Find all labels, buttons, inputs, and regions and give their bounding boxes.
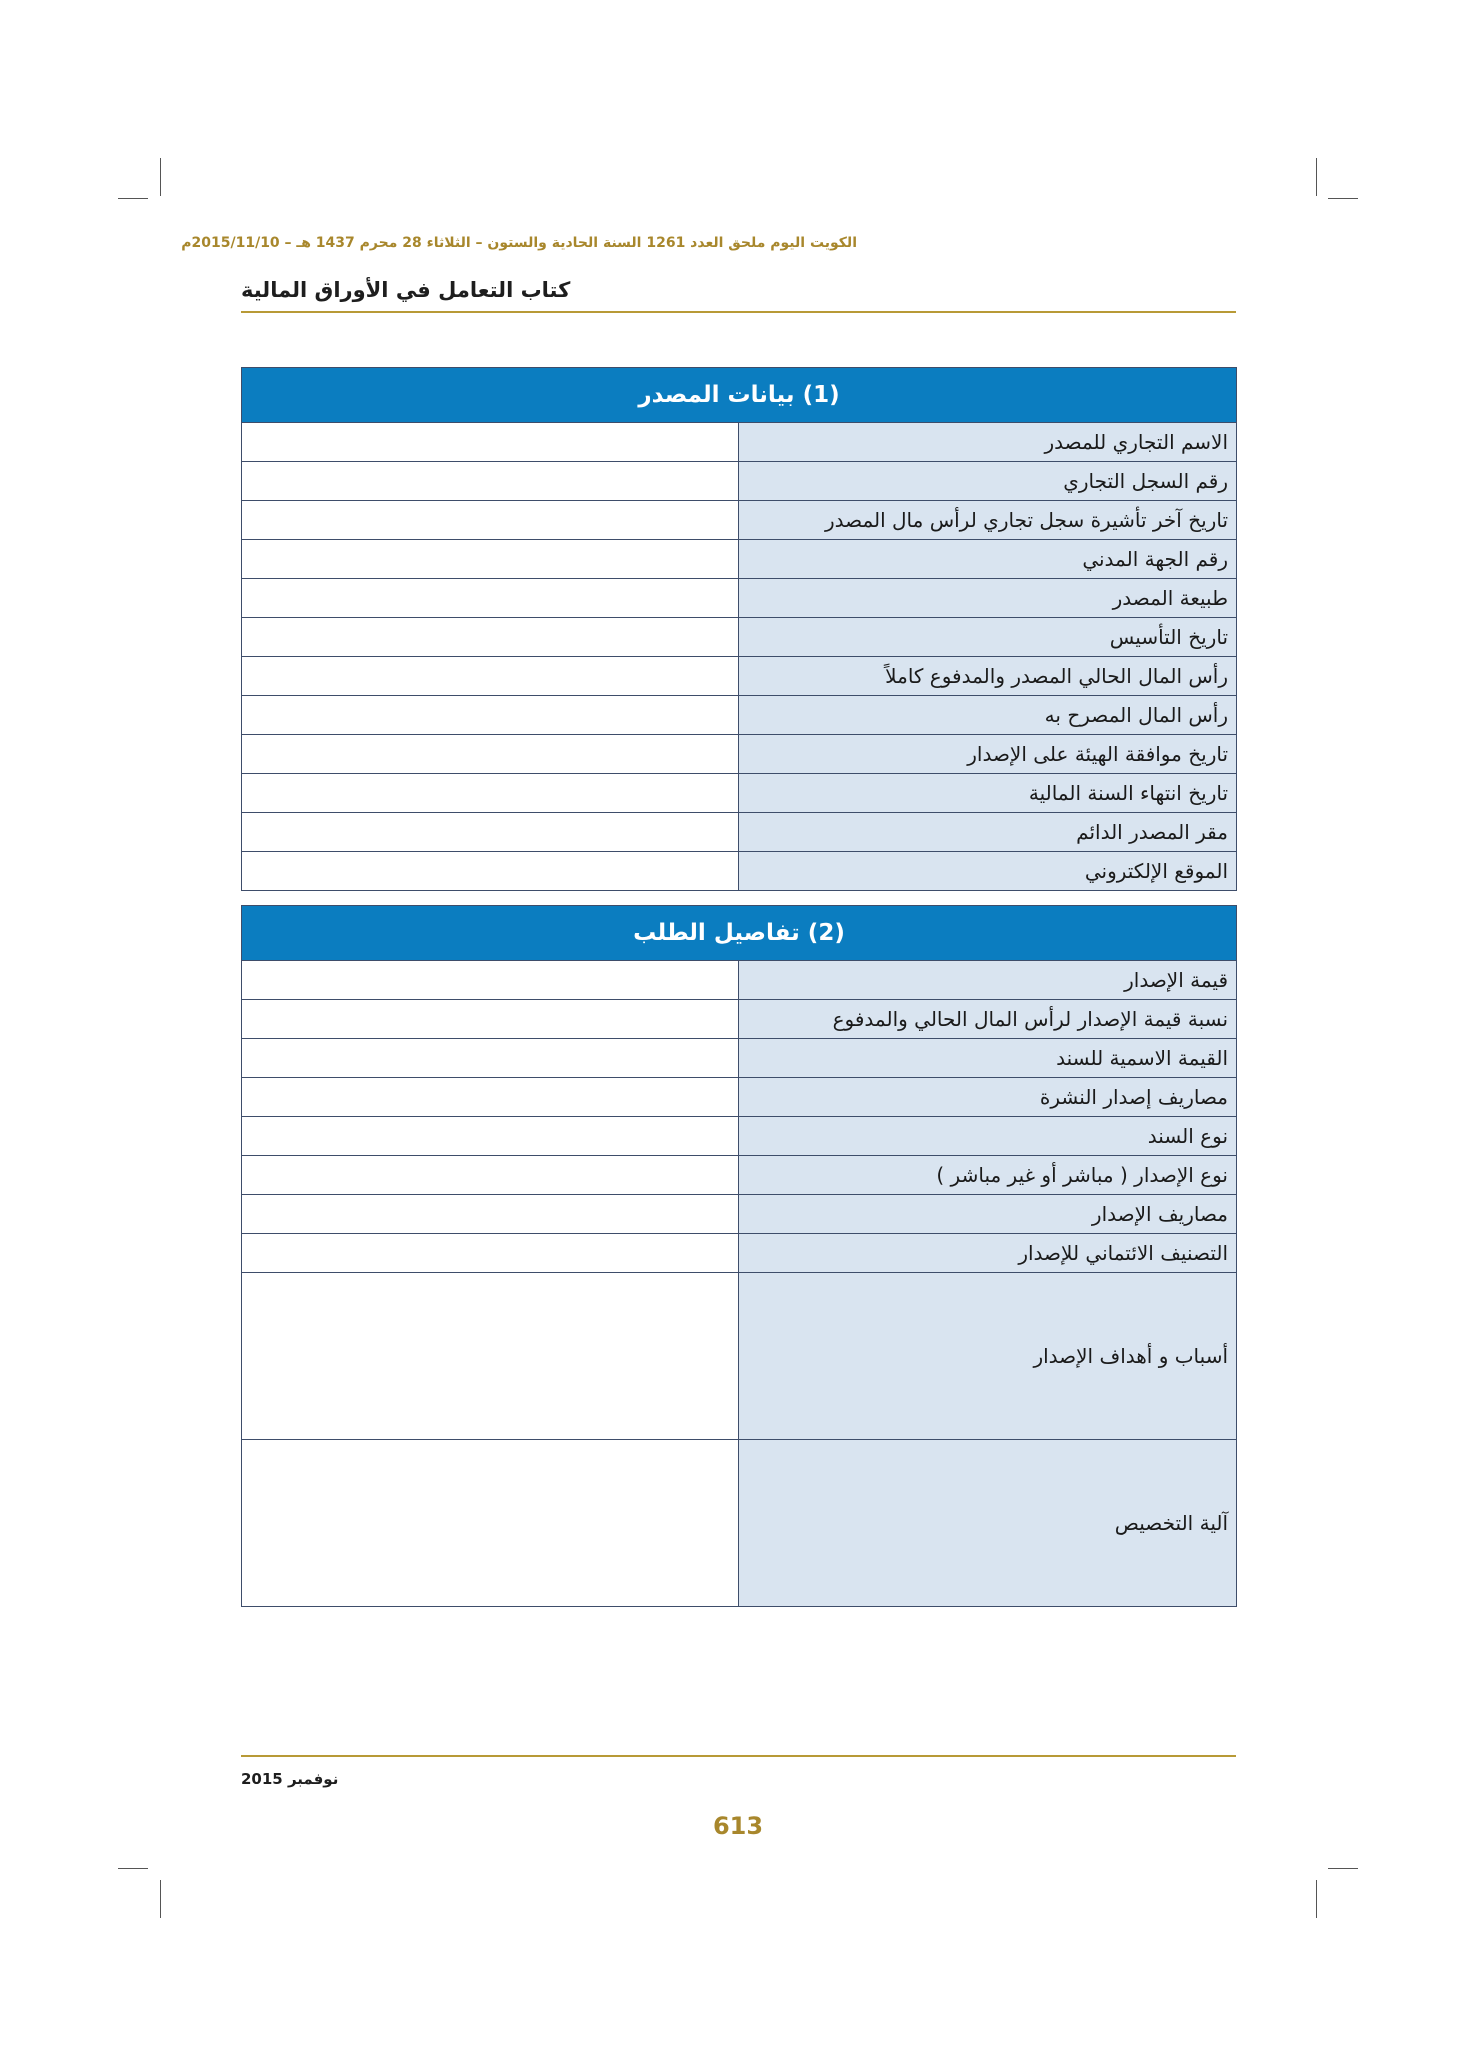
value-cell[interactable] xyxy=(242,961,739,1000)
field-label: القيمة الاسمية للسند xyxy=(739,1039,1237,1078)
field-label: طبيعة المصدر xyxy=(739,579,1237,618)
crop-mark xyxy=(160,158,161,196)
header-divider xyxy=(241,311,1236,313)
field-label: قيمة الإصدار xyxy=(739,961,1237,1000)
page-number: 613 xyxy=(712,1812,764,1840)
value-cell[interactable] xyxy=(242,423,739,462)
value-cell[interactable] xyxy=(242,1273,739,1440)
field-label: نوع السند xyxy=(739,1117,1237,1156)
form-row xyxy=(242,735,1237,774)
form-row xyxy=(242,657,1237,696)
crop-mark xyxy=(118,198,148,199)
form-row xyxy=(242,813,1237,852)
field-label: الاسم التجاري للمصدر xyxy=(739,423,1237,462)
form-row xyxy=(242,1234,1237,1273)
value-cell[interactable] xyxy=(242,462,739,501)
field-label: رأس المال الحالي المصدر والمدفوع كاملاً xyxy=(739,657,1237,696)
book-title: كتاب التعامل في الأوراق المالية xyxy=(241,278,571,302)
form-row xyxy=(242,696,1237,735)
value-cell[interactable] xyxy=(242,852,739,891)
field-label: نسبة قيمة الإصدار لرأس المال الحالي والمدفوع xyxy=(739,1000,1237,1039)
field-label: مصاريف الإصدار xyxy=(739,1195,1237,1234)
form-row xyxy=(242,1039,1237,1078)
crop-mark xyxy=(118,1868,148,1869)
value-cell[interactable] xyxy=(242,579,739,618)
form-row xyxy=(242,1195,1237,1234)
issuer-data-table xyxy=(241,367,1237,891)
value-cell[interactable] xyxy=(242,540,739,579)
form-row-tall xyxy=(242,1440,1237,1607)
crop-mark xyxy=(160,1880,161,1918)
form-row xyxy=(242,852,1237,891)
section-header-row xyxy=(242,906,1237,961)
form-row xyxy=(242,423,1237,462)
value-cell[interactable] xyxy=(242,813,739,852)
field-label: نوع الإصدار ( مباشر أو غير مباشر ) xyxy=(739,1156,1237,1195)
section-header-row xyxy=(242,368,1237,423)
value-cell[interactable] xyxy=(242,1000,739,1039)
form-row xyxy=(242,501,1237,540)
field-label: رقم الجهة المدني xyxy=(739,540,1237,579)
field-label: آلية التخصيص xyxy=(739,1440,1237,1607)
field-label: تاريخ موافقة الهيئة على الإصدار xyxy=(739,735,1237,774)
field-label: تاريخ التأسيس xyxy=(739,618,1237,657)
form-row xyxy=(242,540,1237,579)
field-label: تاريخ آخر تأشيرة سجل تجاري لرأس مال المصدر xyxy=(739,501,1237,540)
footer-date: نوفمبر 2015 xyxy=(241,1770,339,1788)
value-cell[interactable] xyxy=(242,1440,739,1607)
value-cell[interactable] xyxy=(242,1078,739,1117)
section-title: (2) تفاصيل الطلب xyxy=(242,906,1237,961)
field-label: مقر المصدر الدائم xyxy=(739,813,1237,852)
form-row xyxy=(242,618,1237,657)
value-cell[interactable] xyxy=(242,774,739,813)
field-label: الموقع الإلكتروني xyxy=(739,852,1237,891)
crop-mark xyxy=(1316,1880,1317,1918)
form-row-tall xyxy=(242,1273,1237,1440)
field-label: رأس المال المصرح به xyxy=(739,696,1237,735)
field-label: التصنيف الائتماني للإصدار xyxy=(739,1234,1237,1273)
value-cell[interactable] xyxy=(242,735,739,774)
form-row xyxy=(242,462,1237,501)
field-label: رقم السجل التجاري xyxy=(739,462,1237,501)
value-cell[interactable] xyxy=(242,657,739,696)
value-cell[interactable] xyxy=(242,501,739,540)
form-row xyxy=(242,1117,1237,1156)
form-row xyxy=(242,1156,1237,1195)
form-row xyxy=(242,1078,1237,1117)
value-cell[interactable] xyxy=(242,1234,739,1273)
crop-mark xyxy=(1316,158,1317,196)
form-row xyxy=(242,579,1237,618)
crop-mark xyxy=(1328,198,1358,199)
value-cell[interactable] xyxy=(242,1156,739,1195)
footer-divider xyxy=(241,1755,1236,1757)
field-label: تاريخ انتهاء السنة المالية xyxy=(739,774,1237,813)
form-row xyxy=(242,961,1237,1000)
form-row xyxy=(242,1000,1237,1039)
value-cell[interactable] xyxy=(242,1039,739,1078)
value-cell[interactable] xyxy=(242,618,739,657)
form-row xyxy=(242,774,1237,813)
value-cell[interactable] xyxy=(242,1195,739,1234)
field-label: مصاريف إصدار النشرة xyxy=(739,1078,1237,1117)
issue-line: الكويت اليوم ملحق العدد 1261 السنة الحادية والستون – الثلاثاء 28 محرم 1437 هـ – 2015/11/10م xyxy=(181,235,857,251)
crop-mark xyxy=(1328,1868,1358,1869)
request-details-table xyxy=(241,905,1237,1607)
field-label: أسباب و أهداف الإصدار xyxy=(739,1273,1237,1440)
value-cell[interactable] xyxy=(242,1117,739,1156)
section-title: (1) بيانات المصدر xyxy=(242,368,1237,423)
value-cell[interactable] xyxy=(242,696,739,735)
